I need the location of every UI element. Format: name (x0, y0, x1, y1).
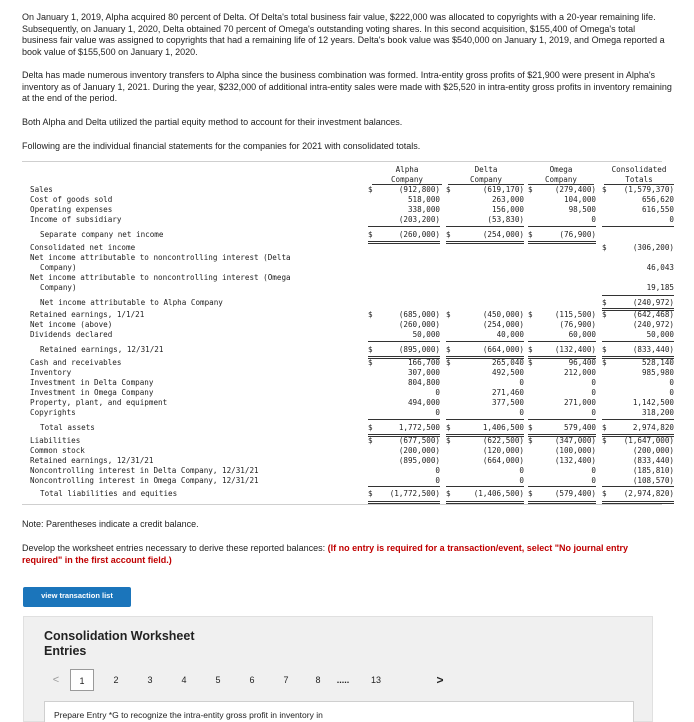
page-6-button[interactable]: 6 (249, 675, 255, 685)
row-label: Consolidated net income (30, 243, 136, 252)
row-label: Total liabilities and equities (40, 489, 178, 498)
currency-symbol: $ (602, 489, 607, 498)
total-double-rule (446, 241, 524, 244)
total-double-rule (602, 356, 674, 359)
row-label: Sales (30, 185, 53, 194)
table-row (22, 185, 674, 195)
table-row (22, 446, 674, 456)
total-double-rule (528, 241, 596, 244)
total-double-rule (446, 434, 524, 437)
table-cell: 0 (435, 476, 440, 485)
table-cell: 2,974,820 (632, 423, 674, 432)
table-cell: (53,830) (487, 215, 524, 224)
row-label: Cash and receivables (30, 358, 122, 367)
table-cell: 50,000 (646, 330, 674, 339)
table-cell: (685,000) (398, 310, 440, 319)
sum-rule (528, 226, 596, 227)
total-double-rule (368, 434, 440, 437)
table-cell: (254,000) (482, 320, 524, 329)
table-cell: (664,000) (482, 345, 524, 354)
table-row (22, 243, 674, 253)
sum-rule (368, 226, 440, 227)
sum-rule (528, 486, 596, 487)
table-cell: 1,406,500 (482, 423, 524, 432)
row-label: Cost of goods sold (30, 195, 113, 204)
row-label: Retained earnings, 1/1/21 (30, 310, 145, 319)
currency-symbol: $ (528, 345, 533, 354)
column-header-line1: Consolidated (611, 165, 667, 174)
currency-symbol: $ (446, 436, 451, 445)
currency-symbol: $ (602, 298, 607, 307)
table-cell: 212,000 (563, 368, 596, 377)
table-cell: 656,620 (641, 195, 674, 204)
table-cell: 0 (591, 388, 596, 397)
table-cell: 0 (591, 466, 596, 475)
prev-page-button[interactable]: < (52, 674, 60, 686)
sum-rule (368, 486, 440, 487)
row-label: Company) (40, 263, 77, 272)
table-cell: (912,800) (398, 185, 440, 194)
total-double-rule (368, 356, 440, 359)
currency-symbol: $ (368, 489, 373, 498)
total-double-rule (368, 501, 440, 504)
currency-symbol: $ (602, 185, 607, 194)
table-row (22, 423, 674, 433)
table-cell: 1,772,500 (398, 423, 440, 432)
row-label: Liabilities (30, 436, 81, 445)
page-3-button[interactable]: 3 (147, 675, 153, 685)
table-row (22, 398, 674, 408)
intro-paragraph-1: On January 1, 2019, Alpha acquired 80 percent of Delta. Of Delta's total business fair value, $222,000 was allocated to copyrights with a 20-year remaining life. Subsequently, on January 1, 2020, Delta obtained 70 percent of Omega's outstanding voting shares. In this second acquisition, $155,400 of Omega's total business fair value was assigned to copyrights that had a remaining life of 12 years. Delta's book value was $540,000 on January 1, 2019, and Omega reported a book value of $155,500 on January 1, 2020. (22, 12, 665, 57)
table-cell: 0 (435, 388, 440, 397)
table-cell: 0 (591, 476, 596, 485)
currency-symbol: $ (602, 243, 607, 252)
sum-rule (602, 486, 674, 487)
table-cell: 616,550 (641, 205, 674, 214)
table-row (22, 408, 674, 418)
table-cell: 307,000 (407, 368, 440, 377)
sum-rule (446, 486, 524, 487)
table-cell: 271,460 (491, 388, 524, 397)
table-cell: (260,000) (398, 230, 440, 239)
sum-rule (602, 419, 674, 420)
panel-title: Consolidation Worksheet Entries (44, 629, 195, 658)
table-cell: (895,000) (398, 456, 440, 465)
currency-symbol: $ (446, 310, 451, 319)
table-row (22, 345, 674, 355)
currency-symbol: $ (528, 310, 533, 319)
row-label: Total assets (40, 423, 95, 432)
row-label: Operating expenses (30, 205, 113, 214)
row-label: Retained earnings, 12/31/21 (40, 345, 164, 354)
entry-card (44, 701, 634, 722)
currency-symbol: $ (602, 358, 607, 367)
table-cell: 0 (435, 408, 440, 417)
table-cell: (100,000) (554, 446, 596, 455)
table-cell: (76,900) (559, 230, 596, 239)
currency-symbol: $ (446, 423, 451, 432)
table-cell: 19,185 (646, 283, 674, 292)
entry-instruction: Prepare Entry *G to recognize the intra-entity gross profit in inventory in (54, 710, 323, 720)
table-cell: 263,000 (491, 195, 524, 204)
page-7-button[interactable]: 7 (283, 675, 289, 685)
table-row (22, 476, 674, 486)
column-header-line1: Omega (549, 165, 573, 174)
row-label: Income of subsidiary (30, 215, 122, 224)
row-label: Inventory (30, 368, 72, 377)
currency-symbol: $ (368, 185, 373, 194)
table-row (22, 230, 662, 240)
table-cell: (642,468) (632, 310, 674, 319)
pager-ellipsis: ..... (336, 675, 350, 685)
currency-symbol: $ (368, 423, 373, 432)
table-row (22, 378, 674, 388)
page-1-button[interactable]: 1 (70, 669, 94, 691)
row-label: Investment in Omega Company (30, 388, 154, 397)
table-row (22, 253, 662, 263)
table-cell: (76,900) (559, 320, 596, 329)
row-label: Property, plant, and equipment (30, 398, 168, 407)
sum-rule (528, 341, 596, 342)
table-cell: 50,000 (412, 330, 440, 339)
table-row (22, 466, 674, 476)
table-cell: (132,400) (554, 345, 596, 354)
table-cell: 492,500 (491, 368, 524, 377)
currency-symbol: $ (602, 436, 607, 445)
table-cell: (664,000) (482, 456, 524, 465)
table-cell: (279,400) (554, 185, 596, 194)
table-row (22, 273, 662, 283)
table-cell: 40,000 (496, 330, 524, 339)
entry-pager (44, 669, 454, 691)
sum-rule (446, 341, 524, 342)
page-4-button[interactable]: 4 (181, 675, 187, 685)
worksheet-entries-panel (23, 616, 653, 722)
table-cell: (1,647,000) (623, 436, 674, 445)
row-label: Copyrights (30, 408, 76, 417)
table-row (22, 310, 674, 320)
total-double-rule (528, 356, 596, 359)
currency-symbol: $ (368, 230, 373, 239)
instruction-text (22, 543, 662, 566)
column-header (448, 165, 524, 185)
table-cell: 0 (669, 215, 674, 224)
table-cell: (260,000) (398, 320, 440, 329)
row-label: Company) (40, 283, 77, 292)
table-cell: (833,440) (632, 345, 674, 354)
row-label: Common stock (30, 446, 85, 455)
currency-symbol: $ (528, 185, 533, 194)
table-cell: 0 (669, 378, 674, 387)
table-row (22, 320, 674, 330)
page-5-button[interactable]: 5 (215, 675, 221, 685)
table-cell: (1,579,370) (623, 185, 674, 194)
table-cell: 0 (591, 408, 596, 417)
sum-rule (528, 419, 596, 420)
table-cell: 804,800 (407, 378, 440, 387)
currency-symbol: $ (368, 436, 373, 445)
intro-paragraph-4: Following are the individual financial statements for the companies for 2021 with consolidated totals. (22, 141, 421, 151)
row-label: Noncontrolling interest in Omega Company, 12/31/21 (30, 476, 259, 485)
currency-symbol: $ (368, 310, 373, 319)
currency-symbol: $ (368, 345, 373, 354)
table-cell: (200,000) (398, 446, 440, 455)
financial-statements-table (22, 161, 674, 505)
currency-symbol: $ (446, 489, 451, 498)
page-2-button[interactable]: 2 (113, 675, 119, 685)
table-cell: 0 (519, 466, 524, 475)
table-cell: 104,000 (563, 195, 596, 204)
table-cell: (2,974,820) (623, 489, 674, 498)
table-row (22, 330, 674, 340)
table-cell: (203,200) (398, 215, 440, 224)
table-cell: 579,400 (563, 423, 596, 432)
table-cell: (240,972) (632, 320, 674, 329)
sum-rule (602, 226, 674, 227)
credit-note: Note: Parentheses indicate a credit balance. (22, 519, 199, 529)
table-row (22, 436, 674, 446)
table-cell: 166,700 (407, 358, 440, 367)
column-header (528, 165, 594, 185)
table-row (22, 283, 674, 293)
table-cell: (347,000) (554, 436, 596, 445)
column-header-line1: Delta (474, 165, 498, 174)
table-cell: 271,000 (563, 398, 596, 407)
column-header (372, 165, 442, 185)
table-row (22, 358, 674, 368)
currency-symbol: $ (446, 345, 451, 354)
row-label: Dividends declared (30, 330, 113, 339)
table-cell: (200,000) (632, 446, 674, 455)
table-cell: (120,000) (482, 446, 524, 455)
table-cell: (306,200) (632, 243, 674, 252)
row-label: Retained earnings, 12/31/21 (30, 456, 154, 465)
row-label: Noncontrolling interest in Delta Company, 12/31/21 (30, 466, 259, 475)
instruction-main: Develop the worksheet entries necessary to derive these reported balances: (22, 543, 328, 553)
total-double-rule (446, 501, 524, 504)
total-double-rule (602, 308, 674, 311)
sum-rule (368, 419, 440, 420)
currency-symbol: $ (446, 358, 451, 367)
row-label: Separate company net income (40, 230, 164, 239)
currency-symbol: $ (528, 358, 533, 367)
table-cell: 338,000 (407, 205, 440, 214)
table-cell: (185,810) (632, 466, 674, 475)
currency-symbol: $ (602, 345, 607, 354)
table-cell: 985,980 (641, 368, 674, 377)
currency-symbol: $ (368, 358, 373, 367)
currency-symbol: $ (602, 310, 607, 319)
currency-symbol: $ (528, 423, 533, 432)
table-cell: (240,972) (632, 298, 674, 307)
total-double-rule (602, 501, 674, 504)
total-double-rule (368, 241, 440, 244)
table-cell: (115,500) (554, 310, 596, 319)
total-double-rule (602, 434, 674, 437)
table-row (22, 298, 674, 308)
table-cell: (1,406,500) (473, 489, 524, 498)
view-transaction-list-button[interactable]: view transaction list (23, 587, 131, 607)
page-13-button[interactable]: 13 (370, 675, 381, 685)
table-cell: 528,140 (641, 358, 674, 367)
instruction-bold: (If no entry is required for a transaction/event, select "No journal entry required" in the first account field.) (22, 543, 629, 565)
table-cell: 265,040 (491, 358, 524, 367)
table-row (22, 205, 674, 215)
sum-rule (602, 295, 674, 296)
total-double-rule (446, 356, 524, 359)
table-cell: 1,142,500 (632, 398, 674, 407)
table-row (22, 388, 674, 398)
table-cell: 46,043 (646, 263, 674, 272)
table-row (22, 263, 674, 273)
row-label: Net income attributable to noncontrolling interest (Omega (30, 273, 291, 282)
column-header-line2: Company (448, 175, 524, 186)
row-label: Net income attributable to noncontrolling interest (Delta (30, 253, 291, 262)
total-double-rule (528, 434, 596, 437)
currency-symbol: $ (528, 489, 533, 498)
table-cell: 0 (519, 476, 524, 485)
currency-symbol: $ (446, 230, 451, 239)
table-cell: (254,000) (482, 230, 524, 239)
column-header-line2: Company (372, 175, 442, 186)
column-header-line2: Company (528, 175, 594, 186)
table-cell: (132,400) (554, 456, 596, 465)
table-row (22, 195, 674, 205)
currency-symbol: $ (528, 230, 533, 239)
table-cell: (108,570) (632, 476, 674, 485)
table-cell: (895,000) (398, 345, 440, 354)
row-label: Net income (above) (30, 320, 113, 329)
table-cell: 0 (519, 378, 524, 387)
table-cell: 494,000 (407, 398, 440, 407)
next-page-button[interactable]: > (436, 673, 444, 687)
table-row (22, 215, 674, 225)
table-cell: 0 (435, 466, 440, 475)
sum-rule (602, 341, 674, 342)
table-row (22, 456, 674, 466)
table-cell: (450,000) (482, 310, 524, 319)
sum-rule (446, 419, 524, 420)
table-cell: 377,500 (491, 398, 524, 407)
currency-symbol: $ (528, 436, 533, 445)
table-cell: (677,500) (398, 436, 440, 445)
intro-paragraph-2: Delta has made numerous inventory transfers to Alpha since the business combination was formed. Intra-entity gross profits of $21,900 were present in Alpha's inventory as of January 1, 2021. During the year, $232,000 of additional intra-entity sales were made with $25,520 in intra-entity gross profits in inventory remaining at the end of the period. (22, 70, 672, 103)
intro-paragraph-3: Both Alpha and Delta utilized the partial equity method to account for their investment balances. (22, 117, 403, 127)
column-header-line1: Alpha (395, 165, 419, 174)
table-cell: 518,000 (407, 195, 440, 204)
row-label: Net income attributable to Alpha Company (40, 298, 223, 307)
table-cell: (622,500) (482, 436, 524, 445)
sum-rule (368, 341, 440, 342)
table-cell: 60,000 (568, 330, 596, 339)
table-row (22, 368, 674, 378)
currency-symbol: $ (446, 185, 451, 194)
page-8-button[interactable]: 8 (315, 675, 321, 685)
table-cell: (579,400) (554, 489, 596, 498)
column-header (604, 165, 674, 185)
table-cell: (1,772,500) (389, 489, 440, 498)
total-double-rule (528, 501, 596, 504)
row-label: Investment in Delta Company (30, 378, 154, 387)
table-cell: 0 (591, 378, 596, 387)
table-cell: 96,400 (568, 358, 596, 367)
table-cell: (833,440) (632, 456, 674, 465)
column-header-line2: Totals (604, 175, 674, 186)
table-cell: 98,500 (568, 205, 596, 214)
table-cell: (619,170) (482, 185, 524, 194)
table-row (22, 489, 674, 499)
table-cell: 0 (519, 408, 524, 417)
table-cell: 0 (591, 215, 596, 224)
table-cell: 156,000 (491, 205, 524, 214)
sum-rule (446, 226, 524, 227)
table-cell: 318,200 (641, 408, 674, 417)
table-cell: 0 (669, 388, 674, 397)
currency-symbol: $ (602, 423, 607, 432)
